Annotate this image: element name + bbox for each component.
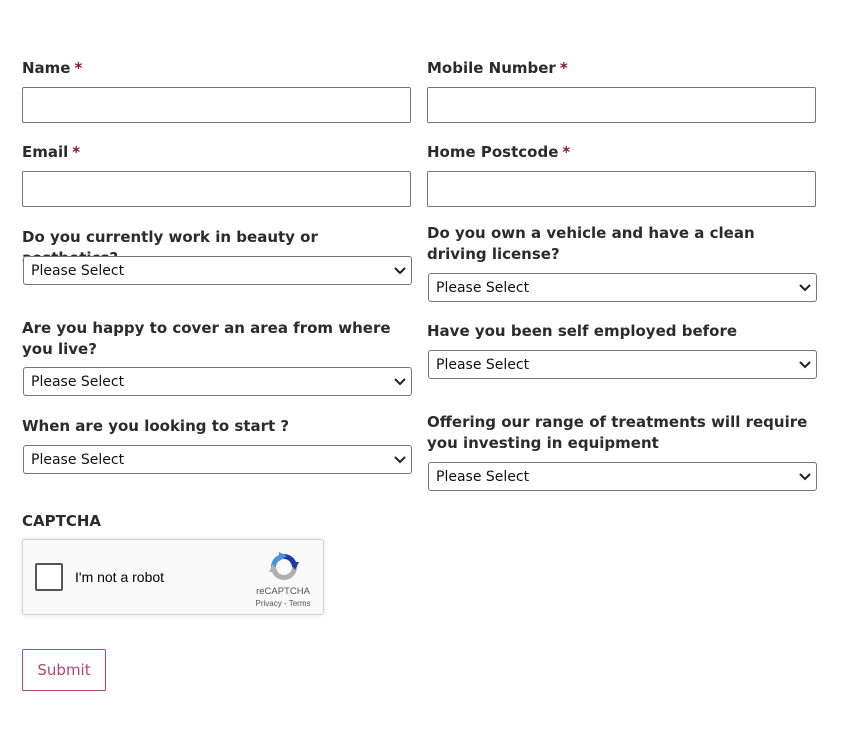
mobile-required-mark: * <box>559 59 568 77</box>
area-select[interactable] <box>23 367 412 396</box>
name-required-mark: * <box>74 59 83 77</box>
postcode-label <box>427 142 570 163</box>
start-select[interactable] <box>23 445 412 474</box>
captcha-label: CAPTCHA <box>22 512 102 530</box>
start-select-value: Please Select <box>31 451 125 468</box>
recaptcha-link-separator: - <box>283 599 287 608</box>
chevron-down-icon <box>393 375 407 389</box>
recaptcha-privacy-link[interactable]: Privacy <box>255 599 282 608</box>
name-label-text: Name <box>22 59 71 77</box>
equipment-select[interactable] <box>428 462 817 491</box>
beauty-select[interactable] <box>23 256 412 285</box>
beauty-select-value: Please Select <box>31 262 125 279</box>
vehicle-question-label: Do you own a vehicle and have a clean driving license? <box>427 224 755 263</box>
mobile-label <box>427 58 568 79</box>
recaptcha-logo-icon <box>267 550 301 584</box>
recaptcha-checkbox-text: I'm not a robot <box>75 569 165 585</box>
home-postcode-input[interactable] <box>427 171 816 207</box>
mobile-label-text: Mobile Number <box>427 59 556 77</box>
recaptcha-checkbox[interactable] <box>35 563 63 591</box>
postcode-label-text: Home Postcode <box>427 143 559 161</box>
vehicle-select[interactable] <box>428 273 817 302</box>
recaptcha-terms-link[interactable]: Terms <box>288 599 311 608</box>
beauty-question-label: Do you currently work in beauty or <box>22 228 318 246</box>
equipment-select-value: Please Select <box>436 468 530 485</box>
postcode-required-mark: * <box>562 143 571 161</box>
equipment-question-label: Offering our range of treatments will require you investing in equipment <box>427 413 808 452</box>
self-employed-question-label: Have you been self employed before <box>427 322 738 340</box>
email-required-mark: * <box>72 143 81 161</box>
chevron-down-icon <box>798 281 812 295</box>
email-label <box>22 142 80 163</box>
chevron-down-icon <box>393 264 407 278</box>
area-question-label: Are you happy to cover an area from where you live? <box>22 319 391 358</box>
area-select-value: Please Select <box>31 373 125 390</box>
chevron-down-icon <box>798 358 812 372</box>
vehicle-select-value: Please Select <box>436 279 530 296</box>
recaptcha-brand-text: reCAPTCHA <box>256 586 310 597</box>
chevron-down-icon <box>393 453 407 467</box>
email-label-text: Email <box>22 143 69 161</box>
recaptcha-links <box>245 599 321 608</box>
self-employed-select[interactable] <box>428 350 817 379</box>
name-input[interactable] <box>22 87 411 123</box>
mobile-number-input[interactable] <box>427 87 816 123</box>
recaptcha-widget <box>22 539 324 615</box>
submit-button[interactable]: Submit <box>22 649 106 691</box>
chevron-down-icon <box>798 470 812 484</box>
self-employed-select-value: Please Select <box>436 356 530 373</box>
email-input[interactable] <box>22 171 411 207</box>
start-question-label: When are you looking to start ? <box>22 417 290 435</box>
name-label <box>22 58 82 79</box>
